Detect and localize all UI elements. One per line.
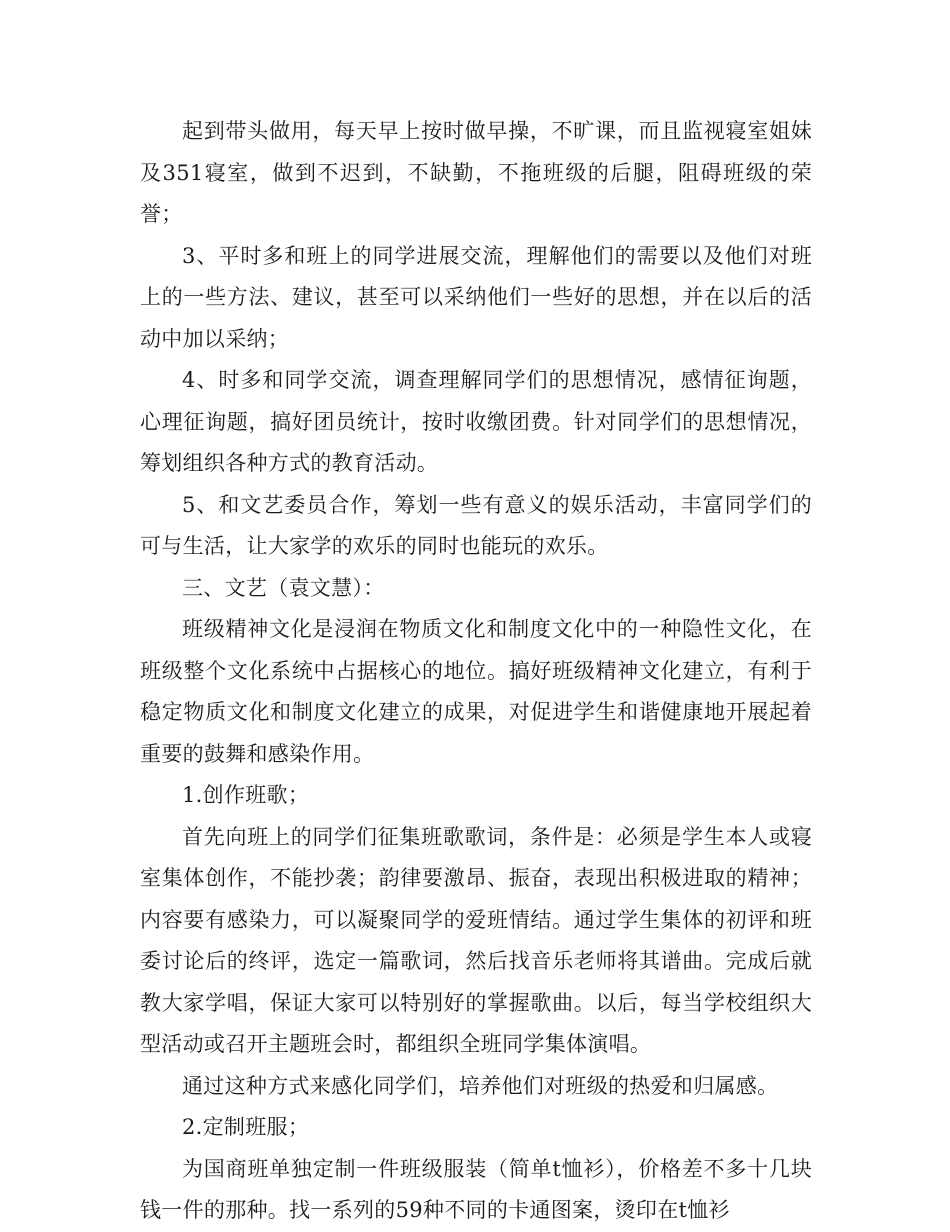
paragraph-belonging: 通过这种方式来感化同学们，培养他们对班级的热爱和归属感。	[182, 1073, 779, 1098]
paragraph-item-4: 4、时多和同学交流，调查理解同学们的思想情况，感情征询题，心理征询题，搞好团员统计，按时收缴团费。针对同学们的思想情况，筹划组织各种方式的教育活动。	[140, 368, 812, 475]
subheading-class-song: 1.创作班歌；	[182, 783, 310, 807]
paragraph-duties-continued: 起到带头做用，每天早上按时做早操，不旷课，而且监视寝室姐妹及351寝室，做到不迟到，不缺勤，不拖班级的后腿，阻碍班级的荣誉；	[140, 119, 812, 226]
subheading-class-uniform: 2.定制班服；	[182, 1115, 310, 1139]
paragraph-item-5: 5、和文艺委员合作，筹划一些有意义的娱乐活动，丰富同学们的可与生活，让大家学的欢乐的同时也能玩的欢乐。	[140, 492, 812, 558]
document-body	[140, 111, 812, 1232]
paragraph-class-uniform: 为国商班单独定制一件班级服装（简单t恤衫），价格差不多十几块钱一件的那种。找一系列的59种不同的卡通图案，烫印在t恤衫	[140, 1156, 812, 1222]
paragraph-class-song: 首先向班上的同学们征集班歌歌词，条件是：必须是学生本人或寝室集体创作，不能抄袭；韵律要激昂、振奋，表现出积极进取的精神；内容要有感染力，可以凝聚同学的爱班情结。通过学生集体的初评和班委讨论后的终评，选定一篇歌词，然后找音乐老师将其谱曲。完成后就教大家学唱，保证大家可以特别好的掌握歌曲。以后，每当学校组织大型活动或召开主题班会时，都组织全班同学集体演唱。	[140, 824, 812, 1056]
section-heading-arts: 三、文艺（袁文慧）：	[182, 575, 385, 600]
paragraph-class-culture: 班级精神文化是浸润在物质文化和制度文化中的一种隐性文化，在班级整个文化系统中占据核心的地位。搞好班级精神文化建立，有利于稳定物质文化和制度文化建立的成果，对促进学生和谐健康地开展起着重要的鼓舞和感染作用。	[140, 617, 812, 766]
paragraph-item-3: 3、平时多和班上的同学进展交流，理解他们的需要以及他们对班上的一些方法、建议，甚至可以采纳他们一些好的思想，并在以后的活动中加以采纳；	[140, 243, 812, 351]
